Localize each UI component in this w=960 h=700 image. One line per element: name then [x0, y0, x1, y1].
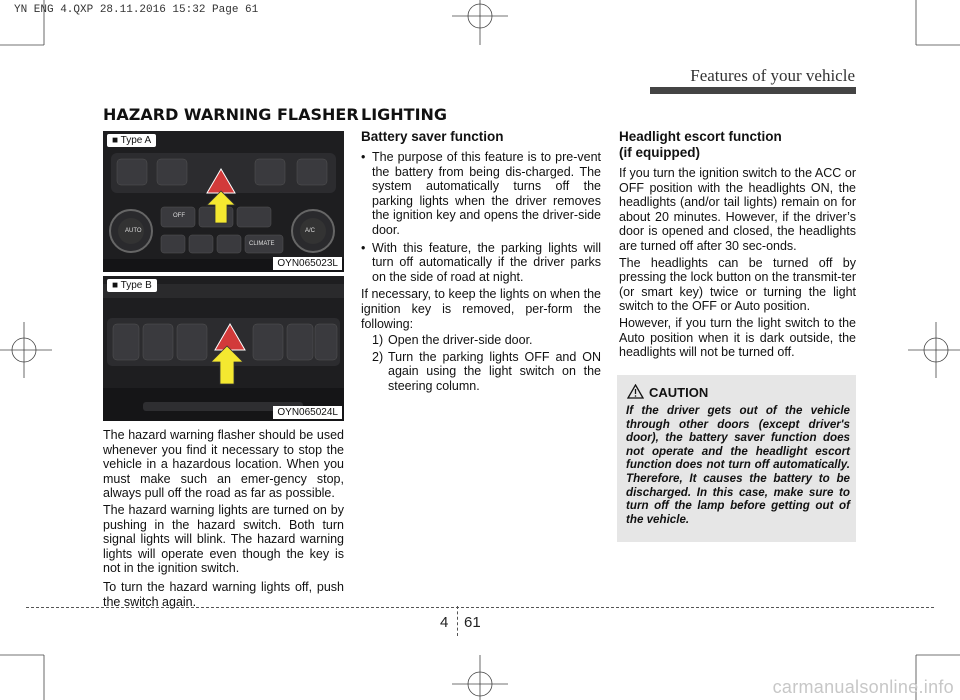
escort-para-1: If you turn the ignition switch to the ACC or OFF position with the headlights ON, the headlights (and/or tail lights) remain on for about 20 minutes. However, if the driver’s door is opened and closed, the headlights are turned off after 30 sec-onds.: [619, 166, 856, 253]
step-2-number: 2): [372, 349, 384, 364]
watermark: carmanualsonline.info: [772, 677, 954, 697]
figure-b-code: OYN065024L: [273, 406, 342, 419]
headlight-escort-section: [619, 129, 856, 362]
battery-step-2: [372, 350, 601, 394]
chapter-number: 4: [440, 614, 449, 631]
battery-saver-title: Battery saver function: [361, 129, 504, 144]
escort-para-2: The headlights can be turned off by pressing the lock button on the transmit-ter (or smart key) twice or turning the light switch to the OFF or Auto position.: [619, 255, 856, 314]
auto-button-label: AUTO: [125, 228, 142, 234]
lighting-heading: LIGHTING: [361, 105, 448, 124]
header-bar: [650, 87, 856, 94]
caution-text: If the driver gets out of the vehicle through other doors (except driver's door), the battery saver function does not operate and the headlight escort function does not turn off automatically. Therefore, It causes the battery to be discharged. In this case, make sure to turn off the lamp before getting out of the vehicle.: [626, 404, 850, 526]
page-header-title: Features of your vehicle: [690, 66, 855, 85]
escort-title: Headlight escort function: [619, 129, 782, 144]
climate-button-label: CLIMATE: [249, 241, 275, 247]
type-a-label: ■ Type A: [107, 134, 156, 147]
page-number-divider: [457, 606, 458, 636]
hazard-para-1: The hazard warning flasher should be used whenever you find it necessary to stop the vehicle in a hazardous location. When you must make such an emer-gency stop, always pull off the road as far as possible.: [103, 428, 344, 501]
caution-title: CAUTION: [649, 385, 709, 400]
battery-bullet-1: • The purpose of this feature is to pre-vent the battery from being dis-charged. The system automatically turns off the parking lights when the driver removes the ignition key and opens the driver-side door.: [361, 150, 601, 238]
step-2-text: Turn the parking lights OFF and ON again using the light switch on the steering column.: [388, 349, 601, 393]
escort-para-3: However, if you turn the light switch to the Auto position when it is dark outside, the headlights will not be turned off.: [619, 315, 856, 360]
battery-bullet-2: • With this feature, the parking lights will turn off automatically if the driver parks on the side of road at night.: [361, 241, 601, 285]
step-1-number: 1): [372, 333, 384, 348]
hazard-heading: HAZARD WARNING FLASHER: [103, 105, 359, 124]
hazard-para-2: The hazard warning lights are turned on by pushing in the hazard switch. Both turn signal lights will blink. The hazard warning lights will operate even though the key is not in the ignition switch.: [103, 502, 344, 576]
step-1-text: Open the driver-side door.: [388, 333, 533, 348]
battery-step-1: [372, 333, 601, 348]
battery-saver-section: [361, 129, 601, 394]
page-number: 61: [464, 614, 481, 631]
figure-type-b: [103, 276, 344, 421]
type-b-label: ■ Type B: [107, 279, 157, 292]
ac-button-label: A/C: [305, 228, 316, 234]
battery-para: If necessary, to keep the lights on when the ignition key is removed, per-form the following:: [361, 287, 601, 331]
climate-panel-illustration: [103, 131, 344, 272]
figure-type-a: [103, 131, 344, 272]
figure-a-code: OYN065023L: [273, 257, 342, 270]
console-panel-illustration: [103, 276, 344, 421]
escort-subtitle: (if equipped): [619, 145, 700, 160]
off-button-label: OFF: [173, 213, 185, 219]
caution-box: [617, 375, 856, 542]
print-slug: YN ENG 4.QXP 28.11.2016 15:32 Page 61: [14, 4, 259, 16]
warning-triangle-icon: [627, 384, 644, 399]
hazard-para-3: To turn the hazard warning lights off, push the switch again.: [103, 579, 344, 609]
footer-divider: [26, 607, 934, 608]
hazard-body: [103, 428, 344, 611]
